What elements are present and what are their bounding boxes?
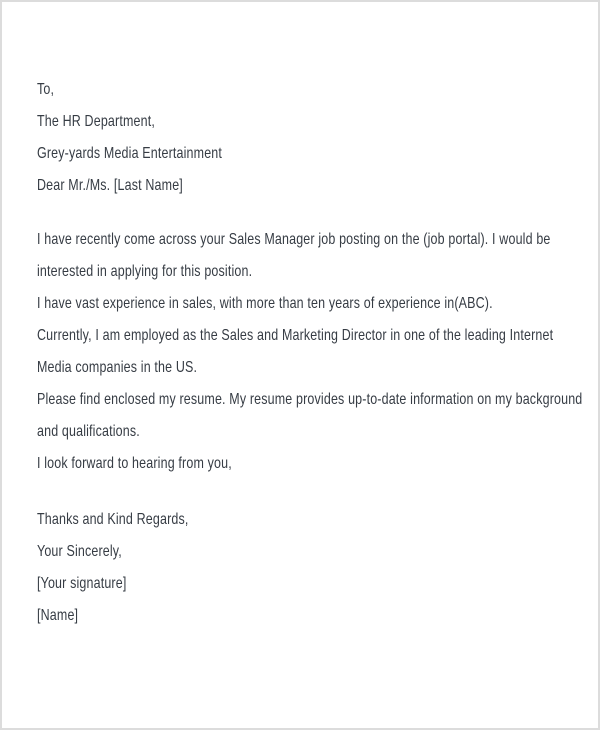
body-block bbox=[37, 224, 600, 480]
body-line-6: Please find enclosed my resume. My resume provides up-to-date information on my background bbox=[37, 391, 583, 408]
name-placeholder: [Name] bbox=[37, 607, 79, 624]
closing-block bbox=[37, 504, 231, 632]
closing-line-regards: Thanks and Kind Regards, bbox=[37, 511, 189, 528]
body-line-1: I have recently come across your Sales Manager job posting on the (job portal). I would be bbox=[37, 231, 551, 248]
salutation-line: Dear Mr./Ms. [Last Name] bbox=[37, 177, 183, 194]
body-line-8: I look forward to hearing from you, bbox=[37, 455, 232, 472]
body-line-3: I have vast experience in sales, with more than ten years of experience in(ABC). bbox=[37, 295, 493, 312]
closing-line-sincerely: Your Sincerely, bbox=[37, 543, 122, 560]
body-line-4: Currently, I am employed as the Sales and Marketing Director in one of the leading Internet bbox=[37, 327, 554, 344]
recipient-line-company: Grey-yards Media Entertainment bbox=[37, 145, 223, 162]
signature-placeholder: [Your signature] bbox=[37, 575, 127, 592]
body-line-5: Media companies in the US. bbox=[37, 359, 198, 376]
recipient-line-department: The HR Department, bbox=[37, 113, 155, 130]
body-line-7: and qualifications. bbox=[37, 423, 140, 440]
body-line-2: interested in applying for this position. bbox=[37, 263, 253, 280]
recipient-line-to: To, bbox=[37, 81, 55, 98]
recipient-block bbox=[37, 74, 274, 202]
